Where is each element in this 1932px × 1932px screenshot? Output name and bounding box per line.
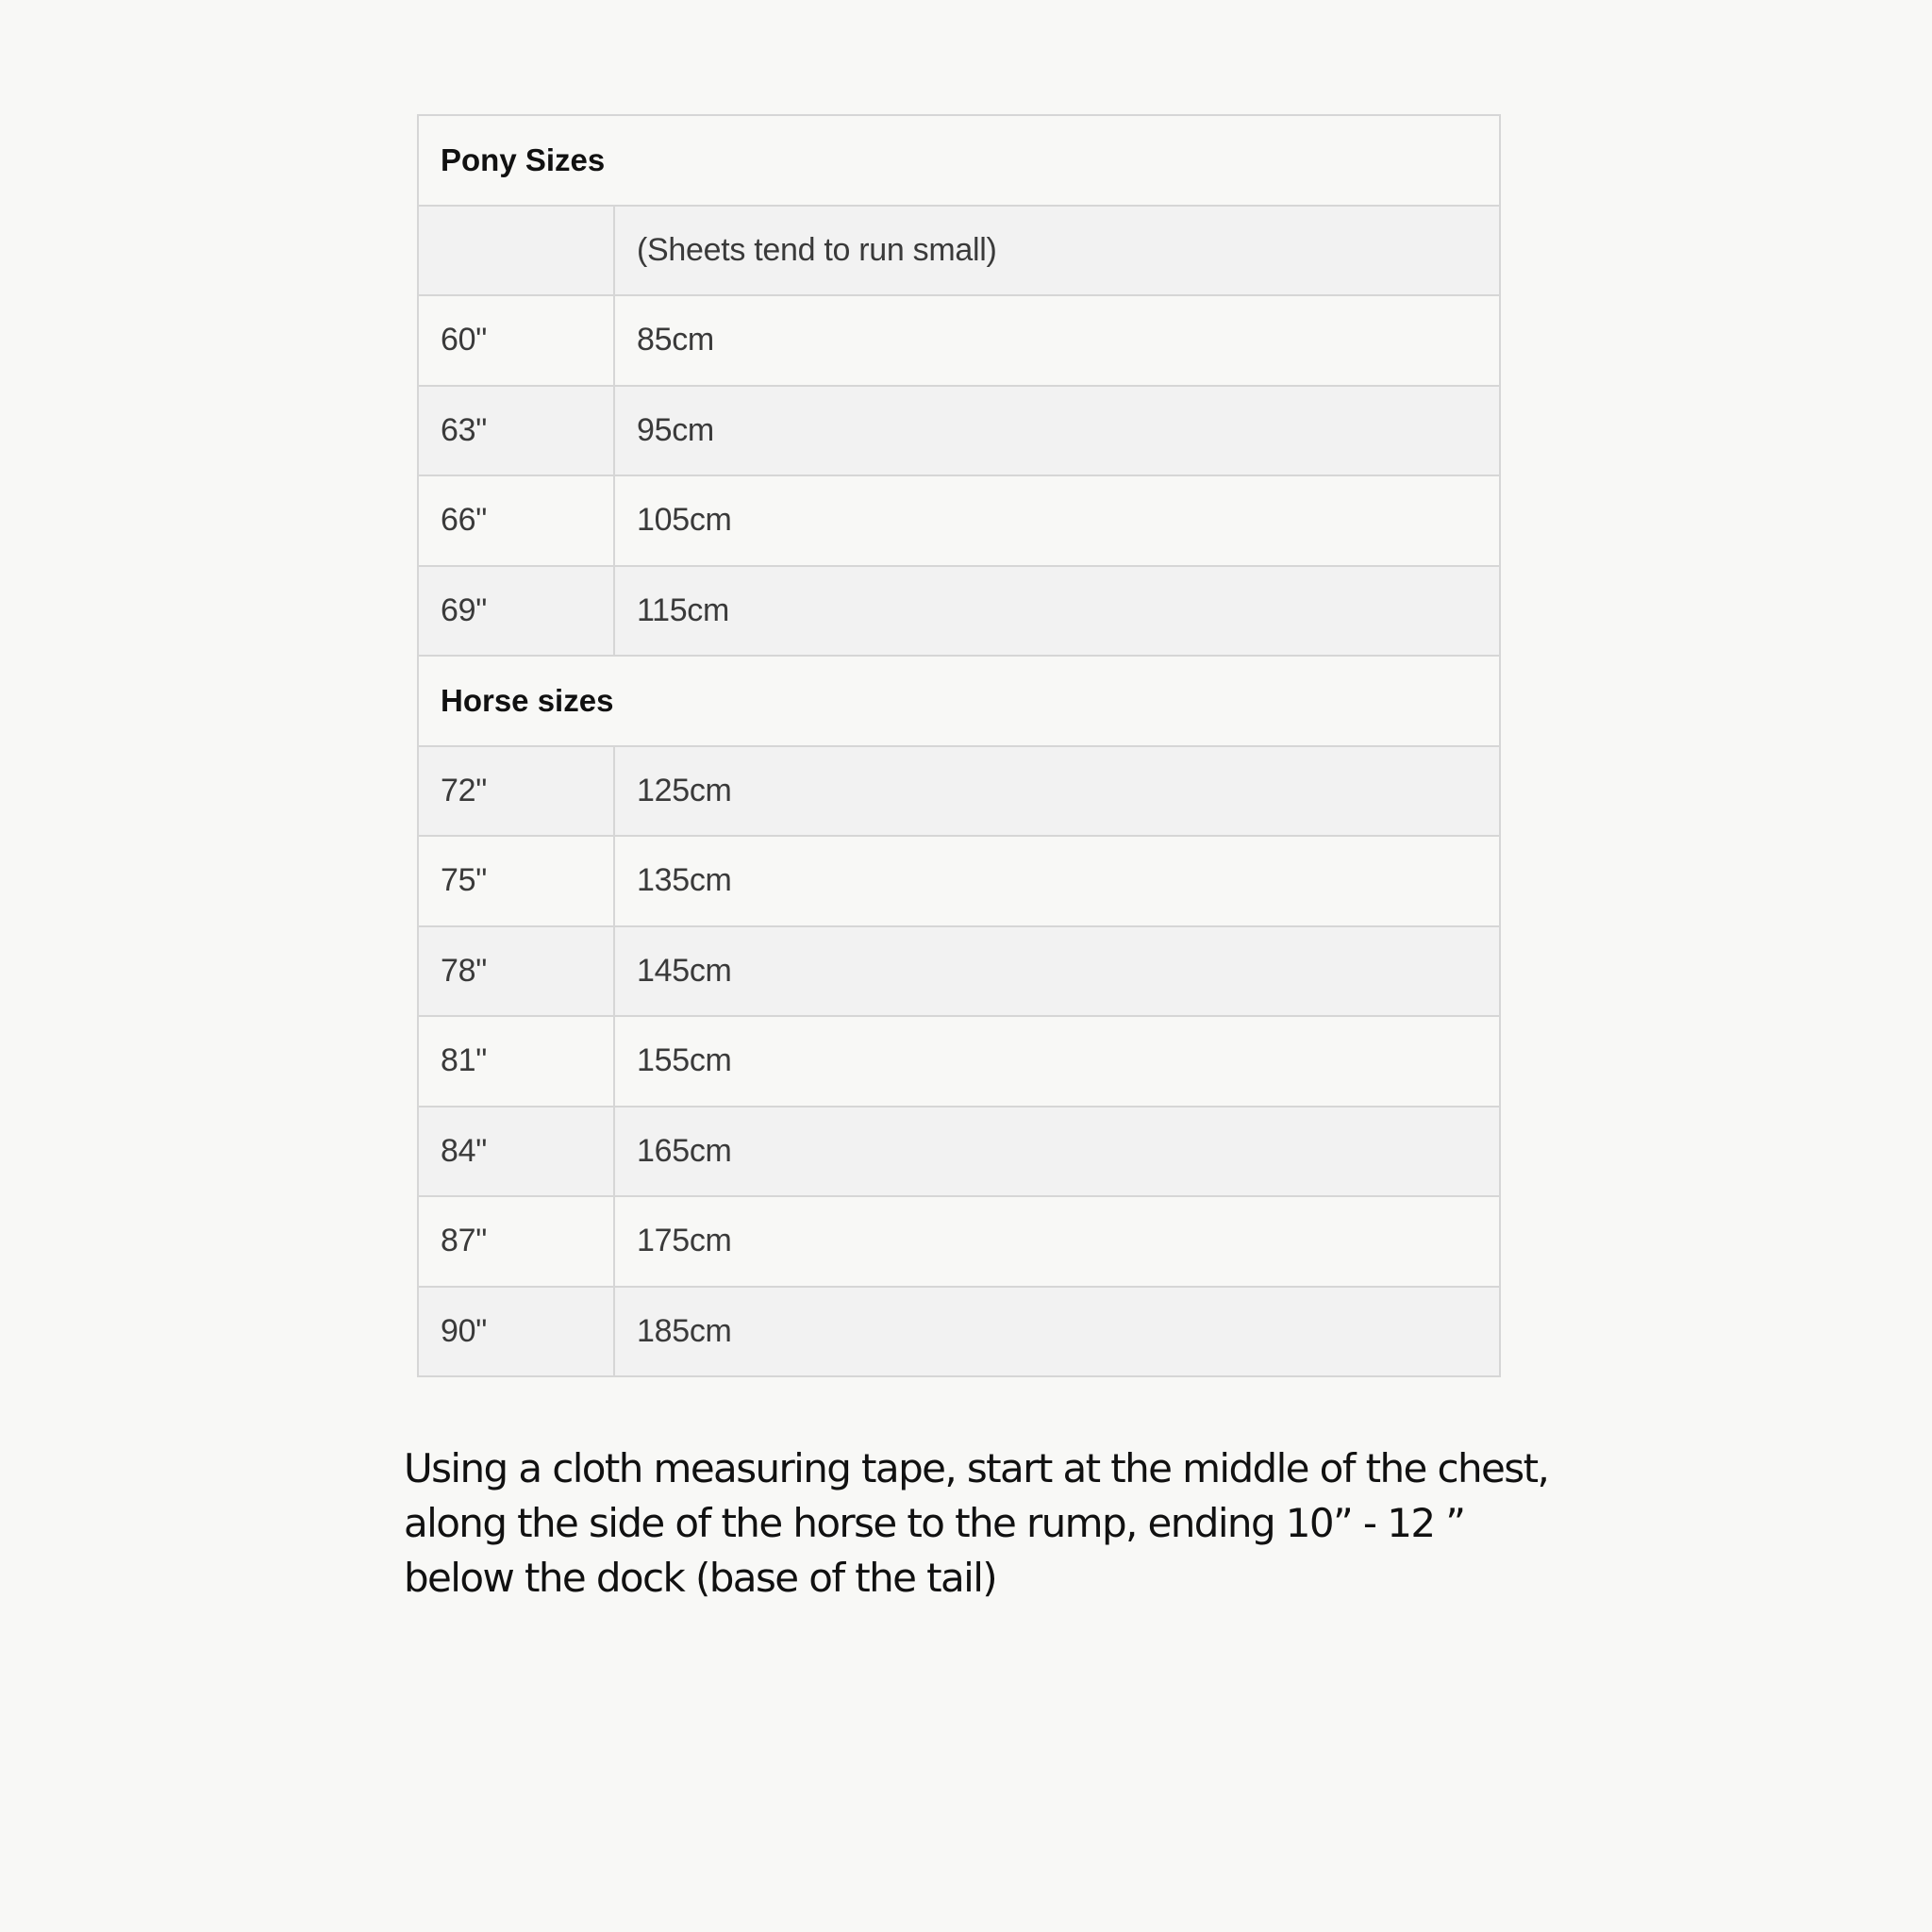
size-inches: 90" — [418, 1287, 614, 1377]
size-cm: 145cm — [614, 926, 1500, 1017]
size-inches: 69" — [418, 566, 614, 657]
size-inches: 66" — [418, 475, 614, 566]
table-row — [418, 386, 1500, 476]
size-inches: 72" — [418, 746, 614, 837]
size-inches: 63" — [418, 386, 614, 476]
size-inches: 81" — [418, 1016, 614, 1107]
table-row — [418, 746, 1500, 837]
size-cm: 85cm — [614, 295, 1500, 386]
size-cm: 115cm — [614, 566, 1500, 657]
size-inches: 75" — [418, 836, 614, 926]
sheets-note: (Sheets tend to run small) — [614, 206, 1500, 296]
size-inches: 78" — [418, 926, 614, 1017]
size-cm: 175cm — [614, 1196, 1500, 1287]
table-row-note — [418, 206, 1500, 296]
table-row — [418, 475, 1500, 566]
size-cm: 125cm — [614, 746, 1500, 837]
table-row — [418, 926, 1500, 1017]
horse-sizes-heading: Horse sizes — [418, 656, 1500, 746]
size-cm: 165cm — [614, 1107, 1500, 1197]
size-cm: 155cm — [614, 1016, 1500, 1107]
section-header-horse — [418, 656, 1500, 746]
size-cm: 95cm — [614, 386, 1500, 476]
table-row — [418, 566, 1500, 657]
size-chart-table — [417, 114, 1501, 1377]
size-inches: 60" — [418, 295, 614, 386]
table-row — [418, 1016, 1500, 1107]
table-row — [418, 1287, 1500, 1377]
empty-cell — [418, 206, 614, 296]
table-row — [418, 295, 1500, 386]
measuring-instructions: Using a cloth measuring tape, start at the middle of the chest, along the side of the horse to the rump, ending 10” - 12 ” below the dock (base of the tail) — [404, 1445, 1549, 1601]
size-inches: 84" — [418, 1107, 614, 1197]
size-cm: 135cm — [614, 836, 1500, 926]
table-row — [418, 836, 1500, 926]
size-cm: 185cm — [614, 1287, 1500, 1377]
section-header-pony — [418, 115, 1500, 206]
pony-sizes-heading: Pony Sizes — [418, 115, 1500, 206]
size-inches: 87" — [418, 1196, 614, 1287]
table-row — [418, 1107, 1500, 1197]
table-row — [418, 1196, 1500, 1287]
size-cm: 105cm — [614, 475, 1500, 566]
